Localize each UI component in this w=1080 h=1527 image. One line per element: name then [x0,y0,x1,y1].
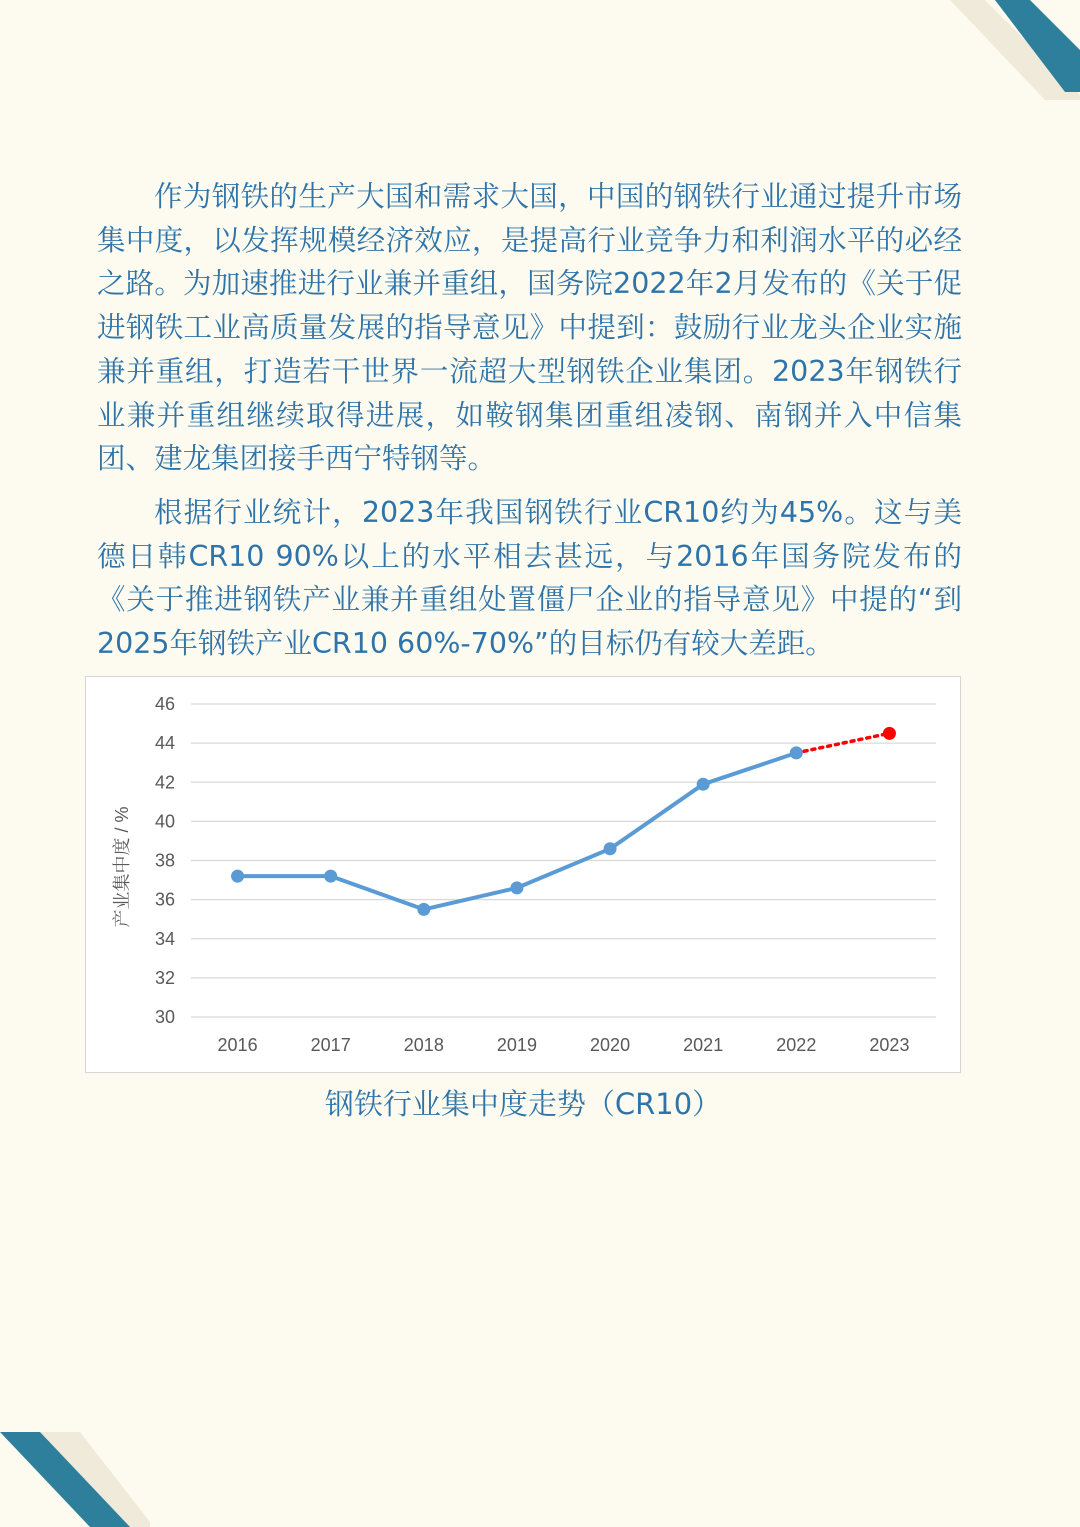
y-tick-label: 32 [154,967,175,988]
y-tick-label: 36 [154,889,175,910]
data-point [417,903,430,916]
chart-caption: 钢铁行业集中度走势（CR10） [324,1087,722,1121]
corner-decoration-bottom-left [0,1427,150,1527]
x-tick-label: 2019 [496,1035,537,1055]
x-tick-label: 2023 [869,1035,910,1055]
x-tick-label: 2017 [310,1035,351,1055]
line-chart [85,676,961,1073]
x-tick-label: 2016 [217,1035,258,1055]
x-tick-label: 2021 [683,1035,724,1055]
data-point [604,842,617,855]
data-point [324,870,337,883]
y-tick-label: 30 [154,1007,175,1027]
data-point [697,778,710,791]
paragraph-2: 根据行业统计，2023年我国钢铁行业CR10约为45%。这与美德日韩CR10 90%以上的水平相去甚远，与2016年国务院发布的《关于推进钢铁产业兼并重组处置僵尸企业的指导意见》中提的“到2025年钢铁产业CR10 60%-70%”的目标仍有较大差距。 [97,495,962,661]
corner-decoration-top-right [940,0,1080,100]
chart-canvas [86,677,962,1074]
x-tick-label: 2018 [403,1035,444,1055]
y-tick-label: 38 [154,850,175,871]
y-tick-label: 42 [154,772,175,793]
data-point [510,881,523,894]
y-tick-label: 44 [154,733,175,754]
data-point [231,870,244,883]
y-tick-label: 40 [154,811,175,832]
paragraph-1: 作为钢铁的生产大国和需求大国，中国的钢铁行业通过提升市场集中度，以发挥规模经济效应，是提高行业竞争力和利润水平的必经之路。为加速推进行业兼并重组，国务院2022年2月发布的《关于促进钢铁工业高质量发展的指导意见》中提到：鼓励行业龙头企业实施兼并重组，打造若干世界一流超大型钢铁企业集团。2023年钢铁行业兼并重组继续取得进展，如鞍钢集团重组凌钢、南钢并入中信集团、建龙集团接手西宁特钢等。 [97,180,962,476]
y-tick-label: 46 [154,694,175,714]
article-body [97,175,962,676]
y-axis-label: 产业集中度 / % [112,806,132,928]
y-tick-label: 34 [154,928,175,949]
forecast-point [883,727,896,740]
data-point [790,746,803,759]
x-tick-label: 2020 [590,1035,631,1055]
x-tick-label: 2022 [776,1035,817,1055]
